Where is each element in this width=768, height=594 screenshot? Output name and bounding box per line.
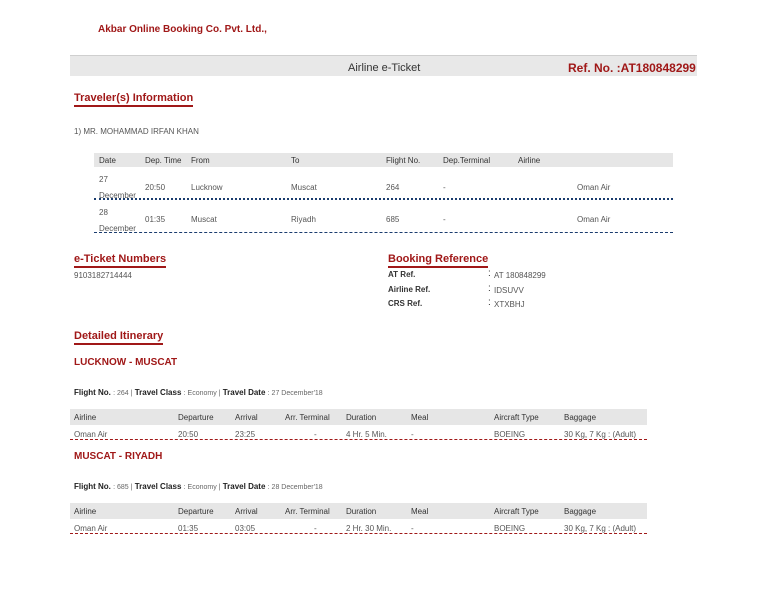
crs-ref-value: XTXBHJ	[494, 300, 525, 309]
ticket-title: Airline e-Ticket	[348, 62, 421, 74]
leg2-col-baggage: Baggage	[564, 507, 597, 516]
at-ref-sep: :	[488, 268, 491, 279]
leg2-col-arrival: Arrival	[235, 507, 258, 516]
seg2-date-day: 28	[99, 208, 108, 217]
leg1-date-label: Travel Date	[222, 388, 266, 397]
leg2-col-arr-terminal: Arr. Terminal	[285, 507, 330, 516]
leg1-row-line	[70, 439, 647, 440]
leg2-meal: -	[411, 524, 414, 533]
seg1-flight: 264	[386, 183, 400, 192]
at-ref-value: AT 180848299	[494, 271, 546, 280]
seg2-time: 01:35	[145, 215, 166, 224]
seg2-date-month: December	[99, 224, 136, 233]
leg2-arr-terminal: -	[314, 524, 317, 533]
leg2-col-aircraft: Aircraft Type	[494, 507, 539, 516]
leg1-flight-label: Flight No.	[74, 388, 111, 397]
col-date: Date	[99, 156, 116, 165]
seg1-airline: Oman Air	[577, 183, 611, 192]
company-name: Akbar Online Booking Co. Pvt. Ltd.,	[98, 24, 267, 35]
leg2-duration: 2 Hr. 30 Min.	[346, 524, 392, 533]
leg1-col-duration: Duration	[346, 413, 377, 422]
leg1-meal: -	[411, 430, 414, 439]
traveler-name: 1) MR. MOHAMMAD IRFAN KHAN	[74, 127, 199, 136]
col-dep-terminal: Dep.Terminal	[443, 156, 491, 165]
leg1-flight-info	[74, 388, 323, 397]
col-flight-no: Flight No.	[386, 156, 421, 165]
col-from: From	[191, 156, 210, 165]
seg2-airline: Oman Air	[577, 215, 611, 224]
leg1-arr-terminal: -	[314, 430, 317, 439]
leg2-flight-value: : 685 |	[113, 484, 133, 491]
leg2-class-value: : Economy |	[183, 484, 221, 491]
leg2-airline: Oman Air	[74, 524, 108, 533]
leg1-date-value: : 27 December'18	[267, 390, 323, 397]
col-to: To	[291, 156, 300, 165]
seg1-terminal: -	[443, 183, 446, 192]
booking-heading: Booking Reference	[388, 253, 488, 268]
leg1-col-airline: Airline	[74, 413, 97, 422]
leg1-airline: Oman Air	[74, 430, 108, 439]
seg1-date-day: 27	[99, 175, 108, 184]
leg1-baggage: 30 Kg, 7 Kg : (Adult)	[564, 430, 637, 439]
leg2-baggage: 30 Kg, 7 Kg : (Adult)	[564, 524, 637, 533]
leg1-col-meal: Meal	[411, 413, 429, 422]
leg1-col-aircraft: Aircraft Type	[494, 413, 539, 422]
leg2-class-label: Travel Class	[134, 482, 182, 491]
seg2-from: Muscat	[191, 215, 217, 224]
leg2-flight-info	[74, 482, 323, 491]
leg1-aircraft: BOEING	[494, 430, 526, 439]
col-dep-time: Dep. Time	[145, 156, 182, 165]
itinerary-heading: Detailed Itinerary	[74, 330, 163, 345]
seg2-to: Riyadh	[291, 215, 316, 224]
leg1-class-value: : Economy |	[183, 390, 221, 397]
leg2-date-value: : 28 December'18	[267, 484, 323, 491]
leg1-duration: 4 Hr. 5 Min.	[346, 430, 387, 439]
col-airline: Airline	[518, 156, 541, 165]
reference-number: Ref. No. :AT180848299	[568, 61, 696, 75]
seg1-date-month: December	[99, 191, 136, 200]
eticket-heading: e-Ticket Numbers	[74, 253, 166, 268]
leg1-col-arrival: Arrival	[235, 413, 258, 422]
seg1-from: Lucknow	[191, 183, 223, 192]
airline-ref-label: Airline Ref.	[388, 285, 431, 294]
leg1-class-label: Travel Class	[134, 388, 182, 397]
leg2-col-duration: Duration	[346, 507, 377, 516]
leg1-col-baggage: Baggage	[564, 413, 597, 422]
leg1-route: LUCKNOW - MUSCAT	[74, 357, 178, 368]
airline-ref-sep: :	[488, 283, 491, 294]
leg2-col-departure: Departure	[178, 507, 214, 516]
leg2-flight-label: Flight No.	[74, 482, 111, 491]
leg1-col-arr-terminal: Arr. Terminal	[285, 413, 330, 422]
eticket-number: 9103182714444	[74, 271, 132, 280]
leg1-flight-value: : 264 |	[113, 390, 133, 397]
seg2-separator	[94, 232, 673, 233]
crs-ref-label: CRS Ref.	[388, 299, 423, 308]
seg1-time: 20:50	[145, 183, 166, 192]
at-ref-label: AT Ref.	[388, 270, 416, 279]
leg2-col-meal: Meal	[411, 507, 429, 516]
leg2-departure: 01:35	[178, 524, 199, 533]
seg2-flight: 685	[386, 215, 400, 224]
airline-ref-value: IDSUVV	[494, 286, 524, 295]
seg2-terminal: -	[443, 215, 446, 224]
crs-ref-sep: :	[488, 297, 491, 308]
leg2-route: MUSCAT - RIYADH	[74, 451, 163, 462]
leg2-col-airline: Airline	[74, 507, 97, 516]
travelers-heading: Traveler(s) Information	[74, 92, 193, 107]
leg2-date-label: Travel Date	[222, 482, 266, 491]
leg1-departure: 20:50	[178, 430, 199, 439]
seg1-separator	[94, 198, 673, 200]
seg1-to: Muscat	[291, 183, 317, 192]
leg2-aircraft: BOEING	[494, 524, 526, 533]
leg1-arrival: 23:25	[235, 430, 256, 439]
leg2-row-line	[70, 533, 647, 534]
leg1-col-departure: Departure	[178, 413, 214, 422]
leg2-arrival: 03:05	[235, 524, 256, 533]
